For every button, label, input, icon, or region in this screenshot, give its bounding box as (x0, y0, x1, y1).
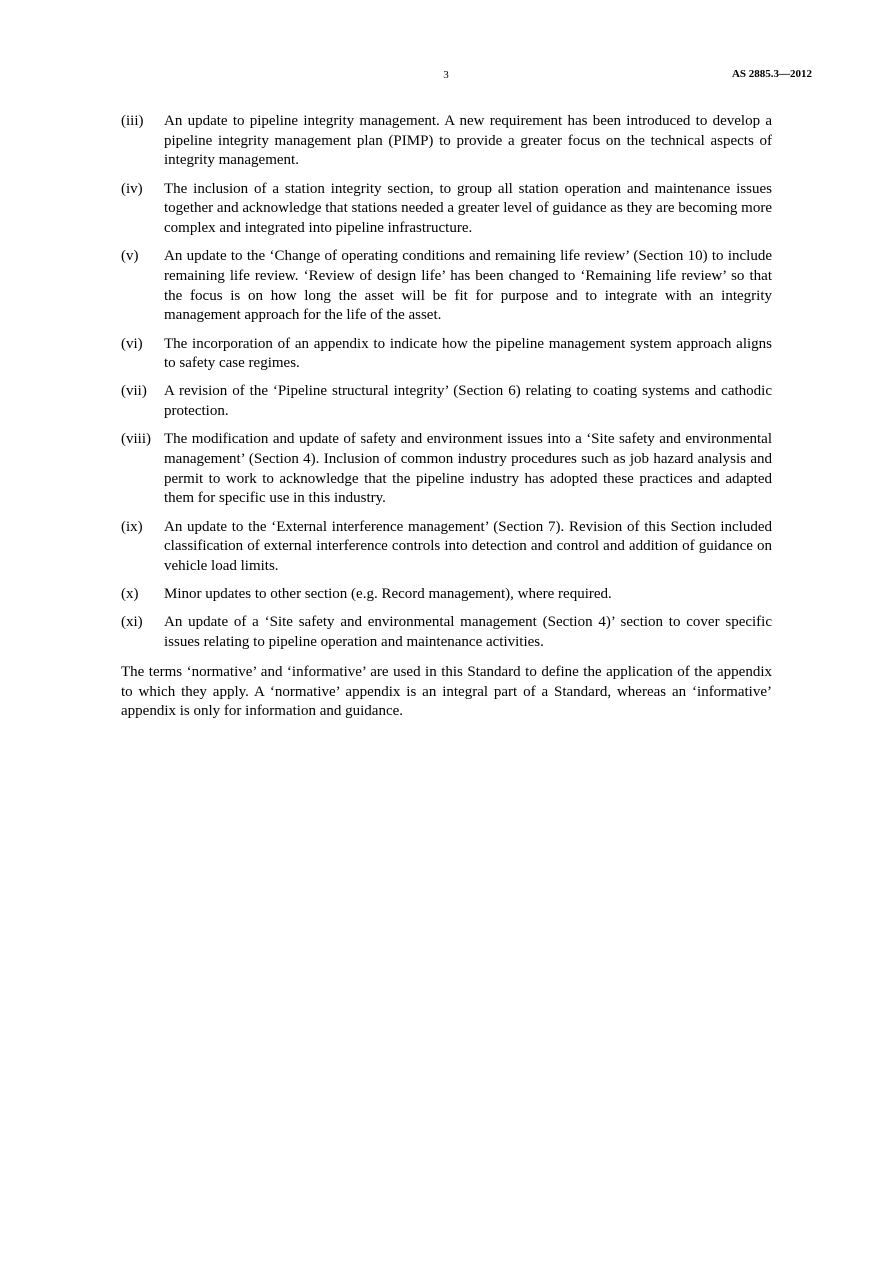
list-item-number: (xi) (121, 614, 143, 631)
list-item-number: (iii) (121, 113, 144, 129)
page-body (121, 112, 772, 722)
list-item (121, 247, 772, 326)
list-item-text: Minor updates to other section (e.g. Record management), where required. (164, 586, 612, 603)
list-item (121, 585, 772, 605)
list-item-number: (ix) (121, 518, 143, 535)
list-item-text: An update to the ‘External interference management’ (Section 7). Revision of this Section included classification of external interference controls into detection and control and addition of guidance on vehicle load limits. (164, 518, 772, 575)
list-item-text: The modification and update of safety and environment issues into a ‘Site safety and environmental management’ (Section 4). Inclusion of common industry procedures such as job hazard analysis and permit to work to acknowledge that the pipeline industry has adopted these practices and adapted them for specific use in this industry. (164, 431, 772, 507)
list-item (121, 518, 772, 577)
list-item (121, 613, 772, 652)
list-item (121, 335, 772, 374)
document-id: AS 2885.3—2012 (731, 68, 812, 80)
list-item (121, 430, 772, 509)
list-item (121, 180, 772, 239)
list-item (121, 112, 772, 171)
list-item-number: (x) (121, 586, 139, 603)
list-item-number: (viii) (121, 431, 151, 448)
list-item-text: A revision of the ‘Pipeline structural integrity’ (Section 6) relating to coating systems and cathodic protection. (164, 383, 772, 420)
list-item-number: (iv) (121, 180, 143, 197)
page-number: 3 (443, 69, 449, 81)
list-item-text: An update to pipeline integrity management. A new requirement has been introduced to develop a pipeline integrity management plan (PIMP) to provide a greater focus on the technical aspects of integrity management. (164, 113, 772, 169)
closing-paragraph: The terms ‘normative’ and ‘informative’ are used in this Standard to define the application of the appendix to which they apply. A ‘normative’ appendix is an integral part of a Standard, whereas an ‘informative’ appendix is only for information and guidance. (121, 663, 772, 720)
list-item-text: The inclusion of a station integrity section, to group all station operation and maintenance issues together and acknowledge that stations needed a greater level of guidance as they are becoming more complex and integrated into pipeline infrastructure. (164, 180, 772, 237)
amendment-list (121, 112, 772, 653)
list-item-number: (v) (121, 248, 139, 265)
list-item (121, 382, 772, 421)
list-item-text: An update to the ‘Change of operating conditions and remaining life review’ (Section 10) to include remaining life review. ‘Review of design life’ has been changed to ‘Remaining life review’ so that the focus is on how long the asset will be fit for purpose and to integrate with an integrity management approach for the life of the asset. (164, 248, 772, 324)
list-item-number: (vi) (121, 335, 143, 352)
list-item-number: (vii) (121, 383, 147, 400)
list-item-text: The incorporation of an appendix to indicate how the pipeline management system approach aligns to safety case regimes. (164, 335, 772, 372)
list-item-text: An update of a ‘Site safety and environmental management (Section 4)’ section to cover specific issues relating to pipeline operation and maintenance activities. (164, 614, 772, 651)
